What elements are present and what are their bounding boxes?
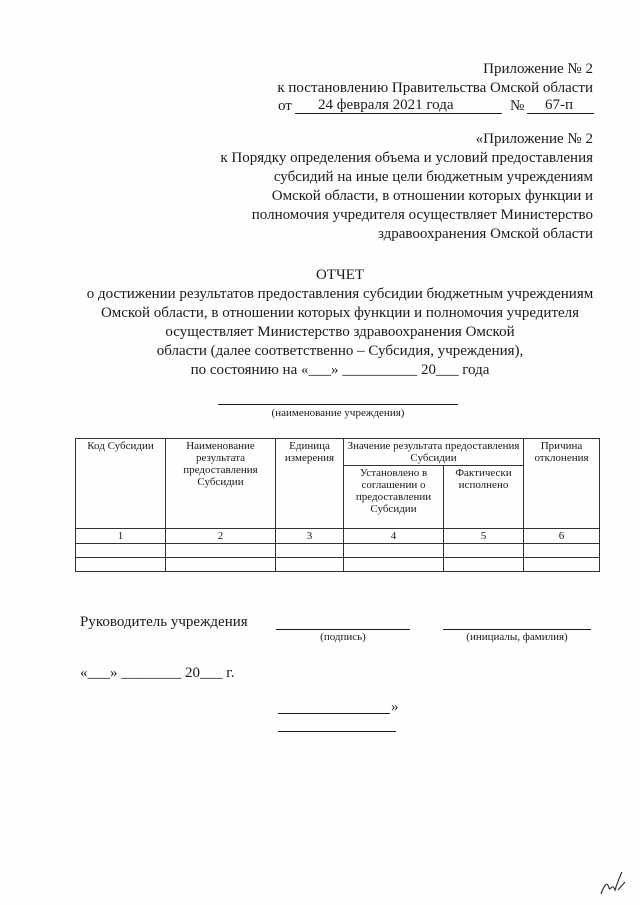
institution-name-line [218,404,458,405]
report-line: по состоянию на «___» __________ 20___ года [190,362,490,378]
table-cell[interactable] [166,544,276,558]
sign-caption: (подпись) [320,631,366,643]
appendix-number: 67-п [545,97,574,113]
signature-date: «___» ________ 20___ г. [80,665,235,681]
header-result-name: Наименование результата предоставления Субсидии [166,439,276,529]
handwritten-mark-icon [598,868,628,898]
report-heading [40,266,640,380]
head-label: Руководитель учреждения [80,614,248,630]
appendix-date: 24 февраля 2021 года [318,97,454,113]
table-cell[interactable] [344,544,444,558]
col-number: 4 [344,529,444,544]
header-actual: Фактически исполнено [444,466,524,529]
col-number: 2 [166,529,276,544]
name-caption: (инициалы, фамилия) [466,631,568,643]
signature-line [276,629,410,630]
table-cell[interactable] [444,544,524,558]
institution-caption: (наименование учреждения) [271,407,405,419]
header-code: Код Субсидии [76,439,166,529]
table-row [76,558,600,572]
report-title: ОТЧЕТ [315,267,365,283]
inner-appendix [220,130,593,244]
inner-appendix-line: к Порядку определения объема и условий предоставления [220,150,593,166]
header-planned: Установлено в соглашении о предоставлении Субсидии [344,466,444,529]
closing-line-1 [278,713,390,714]
inner-appendix-line: субсидий на иные цели бюджетным учреждениям [273,169,593,185]
table-header-row [76,439,600,466]
appendix-date-prefix: от [278,98,292,114]
table-cell[interactable] [524,544,600,558]
inner-appendix-line: «Приложение № 2 [475,131,593,147]
name-line [443,629,591,630]
inner-appendix-line: здравоохранения Омской области [377,226,593,242]
header-reason: Причина отклонения [524,439,600,529]
table-cell[interactable] [524,558,600,572]
closing-quote: » [391,699,399,715]
report-line: о достижении результатов предоставления субсидии бюджетным учреждениям [86,286,594,302]
inner-appendix-line: Омской области, в отношении которых функции и [271,188,593,204]
table-cell[interactable] [444,558,524,572]
appendix-resolution: к постановлению Правительства Омской области [277,80,593,96]
report-line: области (далее соответственно – Субсидия, учреждения), [156,343,524,359]
table-number-row [76,529,600,544]
report-line: Омской области, в отношении которых функции и полномочия учредителя [100,305,580,321]
report-line: осуществляет Министерство здравоохранения Омской [165,324,515,340]
header-unit: Единица измерения [276,439,344,529]
closing-line-2 [278,731,396,732]
table-cell[interactable] [276,544,344,558]
table-cell[interactable] [76,544,166,558]
table-cell[interactable] [344,558,444,572]
inner-appendix-line: полномочия учредителя осуществляет Министерство [251,207,593,223]
appendix-number-sign: № [510,98,525,114]
col-number: 3 [276,529,344,544]
report-table [75,438,600,572]
col-number: 5 [444,529,524,544]
header-value-group: Значение результата предоставления Субсидии [344,439,524,466]
col-number: 1 [76,529,166,544]
appendix-title: Приложение № 2 [483,61,593,77]
table-cell[interactable] [276,558,344,572]
col-number: 6 [524,529,600,544]
table-row [76,544,600,558]
table-cell[interactable] [76,558,166,572]
table-cell[interactable] [166,558,276,572]
